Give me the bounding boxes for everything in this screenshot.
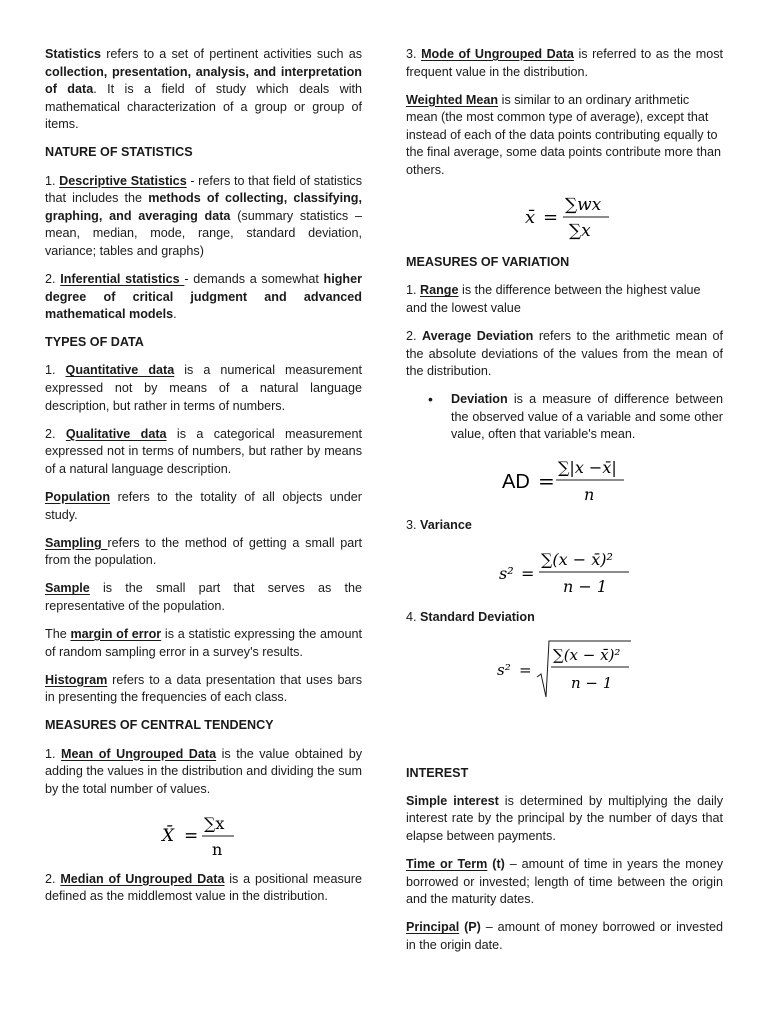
- variance-item: [406, 517, 723, 535]
- item-number: 2.: [406, 328, 422, 343]
- bold-phrase: higher degree of critical judgment and advanced mathematical models: [45, 272, 362, 322]
- average-deviation-item: [406, 328, 723, 381]
- text: . It is a field of study which deals with mathematical characterization of a group or group of items.: [45, 82, 362, 132]
- item-number: 2.: [45, 426, 66, 441]
- term-standard-deviation: Standard Deviation: [420, 609, 535, 624]
- simple-interest-definition: [406, 793, 723, 846]
- principal-definition: [406, 919, 723, 954]
- mode-item: [406, 46, 723, 81]
- item-number: 1.: [45, 746, 62, 761]
- text: – amount of money borrowed or invested in the origin date.: [406, 920, 723, 952]
- section-heading-types: TYPES OF DATA: [45, 335, 144, 350]
- text: is a numerical measurement expressed not by means of a natural language description, but rather in terms of numbers.: [45, 363, 363, 413]
- statistics-definition: [45, 46, 362, 134]
- item-number: 2.: [45, 871, 61, 886]
- text: – amount of time in years the money borrowed or invested; length of time between the origin and the maturity dates.: [406, 857, 723, 907]
- text: refers to the totality of all objects under study.: [45, 489, 362, 522]
- formula-numerator: ∑x: [203, 813, 224, 833]
- formula-denominator: ∑x: [568, 221, 591, 242]
- term-sampling: Sampling: [45, 535, 108, 550]
- term-weighted-mean: Weighted Mean: [406, 92, 499, 107]
- left-column: [45, 46, 362, 916]
- bold-phrase: methods of collecting, classifying, graphing, and averaging data: [45, 191, 362, 223]
- formula-numerator: ∑wx: [564, 195, 601, 216]
- term-time-or-term: Time or Term: [406, 857, 488, 872]
- text: is a statistic expressing the amount of random sampling error in a survey's results.: [45, 627, 363, 659]
- bold-phrase: collection, presentation, analysis, and interpretation of data: [45, 64, 362, 97]
- standard-deviation-item: [406, 609, 723, 627]
- bullet-icon: •: [428, 391, 433, 408]
- term-margin-of-error: margin of error: [70, 627, 162, 642]
- term-statistics: Statistics: [45, 47, 101, 61]
- text: is referred to as the most frequent value in the distribution.: [406, 47, 723, 79]
- term-principal: Principal: [406, 920, 460, 935]
- formula-lhs: s²: [498, 563, 514, 583]
- sample-definition: [45, 580, 362, 615]
- item-number: 3.: [406, 47, 422, 61]
- formula-equals: =: [537, 468, 555, 493]
- variance-formula: [495, 545, 635, 599]
- median-item: [45, 871, 362, 906]
- formula-equals: =: [183, 825, 198, 846]
- term-inferential-statistics: Inferential statistics: [60, 272, 185, 287]
- item-number: 3.: [406, 517, 421, 532]
- symbol-p: (P): [459, 920, 481, 935]
- margin-of-error-definition: [45, 626, 362, 661]
- formula-denominator: n: [583, 484, 594, 504]
- term-histogram: Histogram: [45, 672, 108, 687]
- mean-item: [45, 746, 362, 799]
- text: refers to the arithmetic mean of the absolute deviations of the values from the mean of the distribution.: [406, 328, 724, 379]
- formula-equals: =: [542, 207, 558, 229]
- term-population: Population: [45, 489, 111, 504]
- term-qualitative-data: Qualitative data: [65, 426, 167, 441]
- formula-numerator: ∑(x − x̄)²: [540, 549, 613, 569]
- term-quantitative-data: Quantitative data: [65, 363, 175, 378]
- term-median: Median of Ungrouped Data: [60, 871, 225, 886]
- text: is the value obtained by adding the values in the distribution and dividing the sum by the total number of values.: [45, 746, 363, 796]
- population-definition: [45, 489, 362, 524]
- formula-equals: =: [520, 563, 534, 583]
- term-range: Range: [420, 283, 459, 298]
- sampling-definition: [45, 535, 362, 570]
- text: - demands a somewhat: [184, 272, 324, 287]
- term-mode: Mode of Ungrouped Data: [421, 47, 574, 61]
- text: The: [45, 627, 71, 642]
- text: refers to a set of pertinent activities such as: [101, 47, 362, 61]
- deviation-bullet: [406, 391, 723, 444]
- right-column: [406, 46, 723, 965]
- formula-denominator: n − 1: [570, 673, 612, 692]
- text: is the difference between the highest value and the lowest value: [406, 283, 701, 315]
- quantitative-data-item: [45, 362, 362, 415]
- time-or-term-definition: [406, 856, 723, 909]
- text: refers to a data presentation that uses bars in presenting the frequencies of each class.: [45, 672, 362, 705]
- average-deviation-formula: [500, 455, 630, 507]
- histogram-definition: [45, 672, 362, 707]
- text: .: [173, 307, 177, 322]
- section-heading-interest: INTEREST: [406, 765, 469, 780]
- term-deviation: Deviation: [451, 392, 508, 407]
- text: - refers to that field of statistics that includes the: [45, 173, 362, 206]
- term-sample: Sample: [45, 581, 90, 596]
- item-number: 2.: [45, 272, 61, 287]
- text: is a positional measure defined as the middlemost value in the distribution.: [45, 871, 362, 904]
- inferential-statistics-item: [45, 271, 362, 324]
- item-number: 4.: [406, 609, 421, 624]
- item-number: 1.: [45, 173, 60, 188]
- formula-numerator: ∑|x −x̄|: [557, 457, 617, 477]
- text: is determined by multiplying the daily interest rate by the principal by the number of days that elapse between payments.: [406, 793, 723, 843]
- weighted-mean-definition: [406, 92, 723, 180]
- section-heading-nature: NATURE OF STATISTICS: [45, 145, 193, 160]
- item-number: 1.: [406, 283, 421, 298]
- formula-lhs: s²: [496, 660, 511, 679]
- standard-deviation-formula: [495, 637, 635, 701]
- formula-equals: =: [518, 660, 532, 679]
- range-item: [406, 282, 723, 317]
- term-descriptive-statistics: Descriptive Statistics: [59, 173, 187, 188]
- term-simple-interest: Simple interest: [406, 793, 499, 808]
- section-heading-variation: MEASURES OF VARIATION: [406, 255, 570, 270]
- formula-denominator: n: [211, 839, 222, 859]
- mean-formula: [154, 809, 254, 861]
- qualitative-data-item: [45, 426, 362, 479]
- weighted-mean-formula: [515, 190, 615, 244]
- text: (summary statistics – mean, median, mode, range, standard deviation, variance; tables and graphs): [45, 208, 362, 258]
- text: is a measure of difference between the observed value of a variable and some other value, often that variable's mean.: [451, 392, 723, 442]
- formula-lhs: x̄: [524, 207, 535, 229]
- descriptive-statistics-item: [45, 173, 362, 261]
- formula-numerator: ∑(x − x̄)²: [552, 645, 620, 664]
- section-heading-central-tendency: MEASURES OF CENTRAL TENDENCY: [45, 718, 274, 733]
- term-average-deviation: Average Deviation: [421, 328, 534, 343]
- text: refers to the method of getting a small part from the population.: [45, 535, 362, 568]
- formula-lhs: AD: [501, 470, 530, 493]
- item-number: 1.: [45, 363, 66, 378]
- text: is a categorical measurement expressed not in terms of numbers, but rather by means of a natural language description.: [45, 426, 362, 476]
- text: is the small part that serves as the representative of the population.: [45, 581, 362, 613]
- term-mean: Mean of Ungrouped Data: [61, 746, 217, 761]
- term-variance: Variance: [420, 517, 472, 532]
- spacer: [406, 711, 723, 765]
- text: is similar to an ordinary arithmetic mean (the most common type of average), except that instead of each of the data points contributing equally to the final average, some data points contribute more than others.: [406, 92, 722, 178]
- formula-lhs: X̄: [161, 825, 174, 846]
- formula-denominator: n − 1: [562, 576, 607, 596]
- symbol-t: (t): [487, 857, 505, 872]
